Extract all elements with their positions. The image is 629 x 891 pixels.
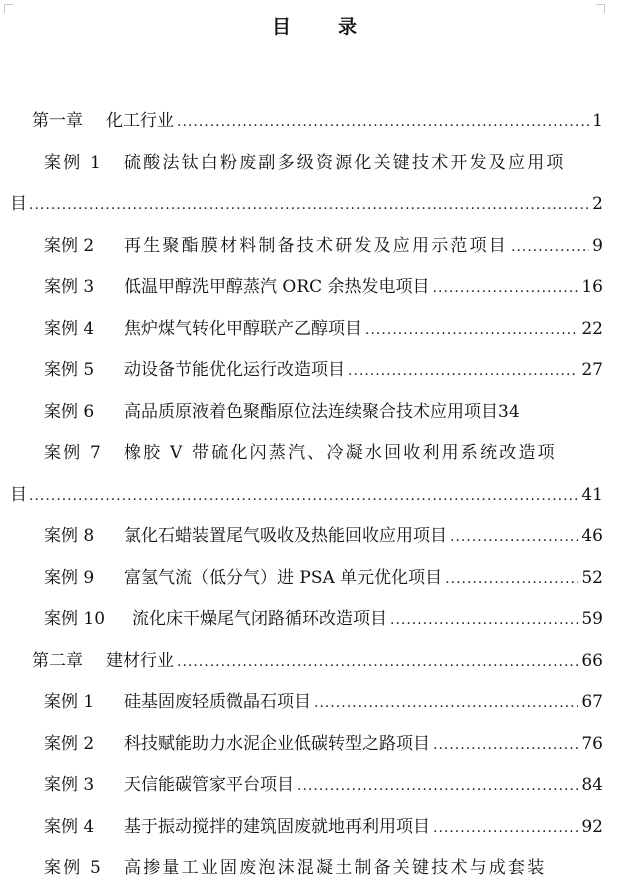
case-number: 案例 1 — [44, 152, 104, 172]
dot-leader — [29, 488, 578, 504]
chapter-number: 第一章 — [32, 111, 83, 131]
case-title: 科技赋能助力水泥企业低碳转型之路项目 — [124, 733, 430, 754]
case-number: 案例 10 — [44, 609, 106, 629]
toc-case-2-3[interactable] — [0, 760, 629, 802]
dot-leader — [177, 114, 589, 130]
toc-case-2-2[interactable] — [0, 719, 629, 761]
toc-case-1-1-continued[interactable] — [0, 179, 629, 221]
page-number: 2 — [592, 194, 603, 214]
page-number: 84 — [581, 775, 603, 795]
page-number: 67 — [581, 692, 603, 712]
dot-leader — [433, 280, 579, 296]
case-title: 橡胶 V 带硫化闪蒸汽、冷凝水回收利用系统改造项 — [124, 443, 557, 462]
case-title: 再生聚酯膜材料制备技术研发及应用示范项目 — [124, 235, 508, 256]
chapter-title: 建材行业 — [106, 650, 174, 671]
page-number: 92 — [581, 816, 603, 837]
case-title: 富氢气流（低分气）进 PSA 单元优化项目 — [124, 567, 443, 588]
case-title: 流化床干燥尾气闭路循环改造项目 — [132, 609, 387, 629]
dot-leader — [297, 778, 578, 794]
dot-leader — [445, 571, 578, 587]
toc-case-1-5[interactable] — [0, 345, 629, 387]
case-number: 案例 7 — [44, 443, 104, 462]
toc-case-1-8[interactable] — [0, 511, 629, 553]
case-number: 案例 3 — [44, 775, 95, 795]
toc-case-1-4[interactable] — [0, 304, 629, 346]
page-number: 52 — [581, 567, 603, 588]
case-title: 天信能碳管家平台项目 — [124, 775, 294, 795]
page-number: 59 — [581, 609, 603, 629]
dot-leader — [177, 654, 578, 670]
case-number: 案例 8 — [44, 526, 95, 546]
dot-leader — [365, 322, 578, 338]
case-title: 基于振动搅拌的建筑固废就地再利用项目 — [124, 816, 430, 837]
case-title: 高掺量工业固废泡沫混凝土制备关键技术与成套装 — [124, 858, 547, 877]
case-title-continued: 目 — [10, 194, 27, 214]
toc-case-2-1[interactable] — [0, 677, 629, 719]
case-number: 案例 5 — [44, 858, 104, 877]
page-number: 66 — [581, 650, 603, 671]
toc-case-2-4[interactable] — [0, 802, 629, 844]
dot-leader — [314, 695, 578, 711]
toc-case-1-7-continued[interactable] — [0, 470, 629, 512]
case-title: 硫酸法钛白粉废副多级资源化关键技术开发及应用项 — [124, 152, 566, 172]
page-number: 76 — [581, 733, 603, 754]
page-number: 27 — [581, 360, 603, 380]
case-number: 案例 4 — [44, 816, 95, 837]
page-number: 16 — [581, 277, 603, 297]
case-title: 氯化石蜡装置尾气吸收及热能回收应用项目 — [124, 526, 447, 546]
page-number: 1 — [592, 111, 603, 131]
page-number: 34 — [498, 401, 520, 422]
toc-case-1-7[interactable] — [0, 428, 629, 470]
table-of-contents — [0, 96, 629, 885]
case-number: 案例 4 — [44, 318, 95, 339]
case-number: 案例 2 — [44, 235, 95, 256]
toc-case-1-6[interactable] — [0, 387, 629, 429]
case-title: 动设备节能优化运行改造项目 — [124, 360, 345, 380]
dot-leader — [390, 612, 578, 628]
case-number: 案例 2 — [44, 733, 95, 754]
case-title: 焦炉煤气转化甲醇联产乙醇项目 — [124, 318, 362, 339]
dot-leader — [511, 239, 589, 255]
toc-case-2-5[interactable] — [0, 843, 629, 885]
page-number: 41 — [581, 484, 603, 505]
case-number: 案例 3 — [44, 277, 95, 297]
toc-chapter-1[interactable] — [0, 96, 629, 138]
toc-case-1-9[interactable] — [0, 553, 629, 595]
page-number: 9 — [592, 235, 603, 256]
case-number: 案例 9 — [44, 567, 95, 588]
page-title: 目 录 — [271, 16, 371, 38]
case-number: 案例 5 — [44, 360, 95, 380]
dot-leader — [348, 363, 578, 379]
chapter-number: 第二章 — [32, 650, 83, 671]
page-number: 22 — [581, 318, 603, 339]
toc-case-1-3[interactable] — [0, 262, 629, 304]
case-number: 案例 6 — [44, 401, 95, 422]
page-number: 46 — [581, 526, 603, 546]
toc-case-1-2[interactable] — [0, 221, 629, 263]
toc-chapter-2[interactable] — [0, 636, 629, 678]
toc-case-1-10[interactable] — [0, 594, 629, 636]
case-number: 案例 1 — [44, 692, 95, 712]
case-title-continued: 目 — [10, 484, 27, 505]
case-title: 低温甲醇洗甲醇蒸汽 ORC 余热发电项目 — [124, 277, 430, 297]
case-title: 硅基固废轻质微晶石项目 — [124, 692, 311, 712]
case-title: 高品质原液着色聚酯原位法连续聚合技术应用项目 — [124, 401, 498, 422]
chapter-title: 化工行业 — [106, 111, 174, 131]
dot-leader — [433, 737, 578, 753]
dot-leader — [450, 529, 578, 545]
dot-leader — [433, 820, 578, 836]
dot-leader — [29, 197, 589, 213]
toc-case-1-1[interactable] — [0, 138, 629, 180]
